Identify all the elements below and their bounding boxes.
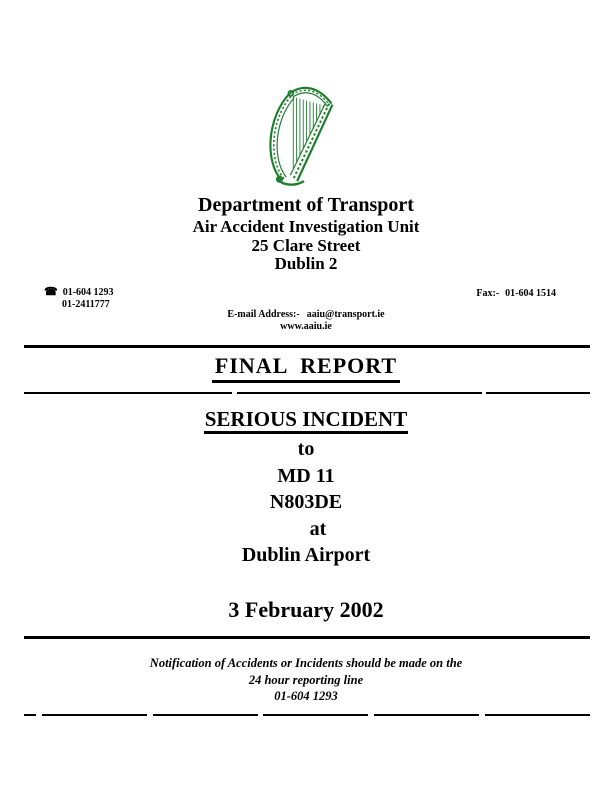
notification-note [0, 655, 612, 705]
incident-type: SERIOUS INCIDENT [204, 407, 408, 434]
fax-block [476, 288, 556, 299]
department-title: Department of Transport [198, 194, 414, 216]
note-line-1: Notification of Accidents or Incidents should be made on the [149, 656, 463, 670]
phone-block [44, 287, 114, 310]
divider-top-rule [24, 345, 590, 348]
incident-type-row [0, 407, 612, 436]
irish-harp-emblem [260, 86, 352, 188]
incident-block [0, 407, 612, 569]
letterhead [0, 193, 612, 274]
note-line-2: 24 hour reporting line [248, 672, 364, 687]
website-url: www.aaiu.ie [280, 320, 332, 332]
email-label: E-mail Address:- [227, 309, 300, 320]
email-block [0, 309, 612, 332]
address-street: 25 Clare Street [251, 235, 361, 255]
telephone-icon: ☎ [44, 286, 58, 298]
incident-location: Dublin Airport [241, 544, 371, 566]
report-title-row [0, 353, 612, 383]
aircraft-registration: N803DE [269, 491, 343, 513]
report-title: FINAL REPORT [212, 353, 400, 383]
email-address: aaiu@transport.ie [306, 309, 385, 320]
note-line-3: 01-604 1293 [274, 689, 338, 703]
phone-line-1 [44, 287, 114, 299]
aircraft-type: MD 11 [277, 464, 335, 487]
divider-bottom-rule [24, 636, 590, 639]
unit-name: Air Accident Investigation Unit [192, 217, 420, 236]
address-city: Dublin 2 [274, 254, 338, 273]
phone-number-1: 01-604 1293 [62, 287, 114, 298]
fax-label: Fax:- [476, 288, 500, 299]
divider-segmented-upper [24, 392, 590, 394]
fax-number: 01-604 1514 [505, 288, 556, 299]
incident-date: 3 February 2002 [228, 597, 384, 622]
incident-to: to [297, 438, 315, 460]
incident-at: at [309, 517, 327, 540]
divider-segmented-lower [24, 714, 590, 716]
phone-number-2: 01-2411777 [62, 298, 110, 310]
email-line [0, 309, 612, 321]
